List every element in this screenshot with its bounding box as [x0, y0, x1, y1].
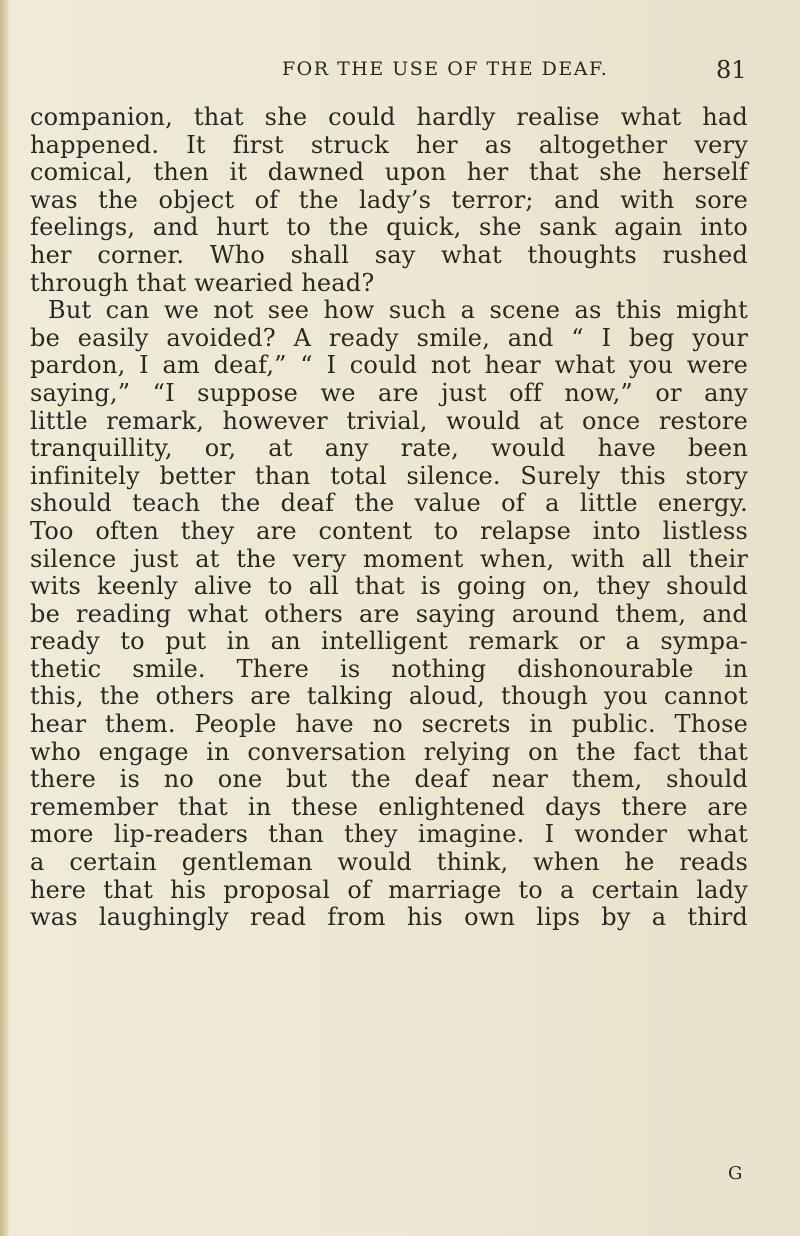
text-line: through that wearied head?	[30, 268, 375, 297]
text-line: little remark, however trivial, would at once restore	[30, 406, 748, 435]
text-line: ready to put in an intelligent remark or a sympa-	[30, 627, 748, 656]
text-line: pardon, I am deaf,” “ I could not hear what you were	[30, 351, 748, 380]
running-title: FOR THE USE OF THE DEAF.	[282, 58, 609, 80]
text-line: was the object of the lady’s terror; and with sore	[30, 185, 748, 214]
text-line: comical, then it dawned upon her that she herself	[30, 158, 748, 187]
text-line: But can we not see how such a scene as this might	[48, 296, 748, 325]
text-line: Too often they are content to relapse into listless	[30, 516, 748, 545]
text-line: was laughingly read from his own lips by a third	[30, 903, 748, 932]
running-head	[0, 58, 800, 88]
text-line: should teach the deaf the value of a little energy.	[30, 489, 748, 518]
text-line: a certain gentleman would think, when he reads	[30, 848, 748, 877]
text-line: who engage in conversation relying on the fact that	[30, 737, 748, 766]
body-text	[30, 104, 748, 932]
text-line: remember that in these enlightened days there are	[30, 792, 748, 821]
text-line: feelings, and hurt to the quick, she sank again into	[30, 213, 748, 242]
page-number: 81	[716, 56, 747, 84]
page-spine-edge	[0, 0, 10, 1236]
text-line: be reading what others are saying around them, and	[30, 599, 748, 628]
text-line: there is no one but the deaf near them, should	[30, 765, 748, 794]
text-line: saying,” “I suppose we are just off now,” or any	[30, 378, 748, 407]
text-line: thetic smile. There is nothing dishonourable in	[30, 654, 748, 683]
text-line: her corner. Who shall say what thoughts rushed	[30, 240, 748, 269]
text-line: silence just at the very moment when, with all their	[30, 544, 748, 573]
text-line: be easily avoided? A ready smile, and “ I beg your	[30, 323, 748, 352]
text-line: hear them. People have no secrets in public. Those	[30, 710, 748, 739]
text-line: companion, that she could hardly realise what had	[30, 103, 748, 131]
text-line: wits keenly alive to all that is going on, they should	[30, 572, 748, 601]
text-line: here that his proposal of marriage to a certain lady	[30, 875, 748, 904]
text-line: tranquillity, or, at any rate, would have been	[30, 434, 748, 463]
text-line: happened. It first struck her as altogether very	[30, 130, 748, 159]
signature-mark: G	[728, 1163, 743, 1184]
text-line: more lip-readers than they imagine. I wonder what	[30, 820, 748, 849]
text-line: this, the others are talking aloud, though you cannot	[30, 682, 748, 711]
text-line: infinitely better than total silence. Surely this story	[30, 461, 748, 490]
